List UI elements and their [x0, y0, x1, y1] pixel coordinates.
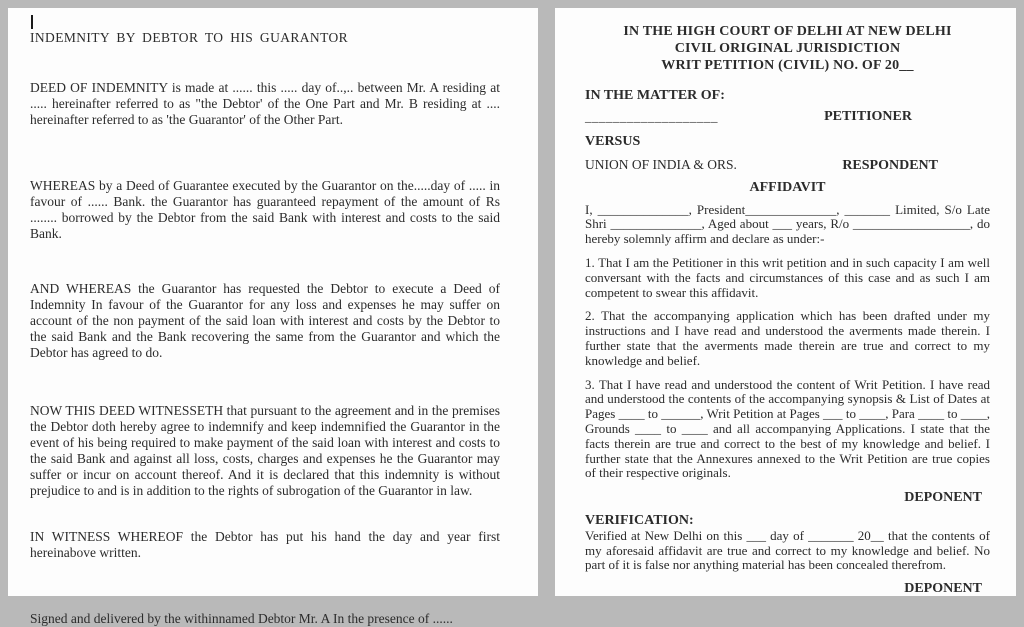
- deed-paragraph-opening: DEED OF INDEMNITY is made at ...... this ..... day of..,.. between Mr. A residing at ..... hereinafter referred to as "the Debtor' of the One Part and Mr. B residing at .... hereinafter referred to as 'the Guarantor' of the Other Part.: [30, 80, 500, 127]
- deed-paragraph-in-witness: IN WITNESS WHEREOF the Debtor has put his hand the day and year first hereinabove written.: [30, 529, 500, 560]
- affidavit-title: AFFIDAVIT: [749, 179, 826, 195]
- deed-paragraph-and-whereas: AND WHEREAS the Guarantor has requested the Debtor to execute a Deed of Indemnity In favour of the Guarantor for any loss and expenses he may suffer on account of the non payment of the said loan with interest and costs by the Debtor to the said Bank and the Bank recovering the same from the Guarantor and which the Debtor has agreed to do.: [30, 281, 500, 360]
- petitioner-name-blank: ___________________: [585, 109, 718, 125]
- deed-paragraph-whereas: WHEREAS by a Deed of Guarantee executed by the Guarantor on the.....day of ..... in favour of ...... Bank. the Guarantor has guaranteed repayment of the amount of Rs ........ borrowed by the Debtor from the said Bank with interest and costs to the said Bank.: [30, 178, 500, 241]
- deponent-label: DEPONENT: [904, 490, 982, 506]
- affidavit-point-1: 1. That I am the Petitioner in this writ petition and in such capacity I am well conversant with the facts and circumstances of this case and as such I am competent to swear this affidavit.: [585, 254, 990, 300]
- respondent-row: [585, 158, 990, 174]
- court-header: [585, 23, 990, 75]
- affidavit-point-2: 2. That the accompanying application which has been drafted under my instructions and I have read and understood the averments made therein. I further state that the averments made therein are true and correct to my knowledge and belief.: [585, 308, 990, 368]
- respondent-name: UNION OF INDIA & ORS.: [585, 157, 737, 172]
- respondent-label: RESPONDENT: [842, 158, 938, 173]
- left-page-title: INDEMNITY BY DEBTOR TO HIS GUARANTOR: [30, 30, 349, 45]
- deponent-label-2: DEPONENT: [904, 581, 982, 597]
- court-header-line-jurisdiction: CIVIL ORIGINAL JURISDICTION: [674, 41, 901, 57]
- verification-text: Verified at New Delhi on this ___ day of _______ 20__ that the contents of my aforesaid affidavit are true and correct to my knowledge and belief. No part of it is false nor anything material has been concealed therefrom.: [585, 527, 990, 573]
- versus-label: VERSUS: [585, 134, 641, 150]
- affidavit-intro: I, ______________, President______________, _______ Limited, S/o Late Shri ______________, Aged about ___ years, R/o __________________, do hereby solemnly affirm and declare as under:-: [585, 201, 990, 247]
- petitioner-row: [585, 110, 990, 125]
- matter-label: IN THE MATTER OF:: [585, 87, 725, 103]
- right-page-affidavit[interactable]: [555, 8, 1016, 596]
- court-header-line-petition-no: WRIT PETITION (CIVIL) NO. OF 20__: [661, 58, 914, 74]
- text-caret: [31, 15, 33, 29]
- court-header-line-court: IN THE HIGH COURT OF DELHI AT NEW DELHI: [623, 24, 952, 39]
- deed-paragraph-witnesseth: NOW THIS DEED WITNESSETH that pursuant to the agreement and in the premises the Debtor doth hereby agree to indemnify and keep indemnified the Guarantor in the event of his being required to make payment of the said loan with interest and costs to the said Bank and against all loss, costs, charges and expenses he the Guarantor may suffer or incur on account thereof. And it is declared that this indemnity is without prejudice to and is in addition to the rights of subrogation of the Guarantor in law.: [30, 403, 500, 498]
- left-page-indemnity-deed[interactable]: [8, 8, 538, 626]
- verification-label: VERIFICATION:: [585, 512, 694, 528]
- petitioner-label: PETITIONER: [824, 109, 912, 125]
- deed-paragraph-signed: Signed and delivered by the withinnamed Debtor Mr. A In the presence of ......: [30, 611, 453, 626]
- affidavit-point-3: 3. That I have read and understood the content of Writ Petition. I have read and understood the contents of the accompanying synopsis & List of Dates at Pages ____ to ______, Writ Petition at Pages ___ to ____, Para ____ to ____, Grounds ____ to ____ and all accompanying Applications. I state that the facts therein are true and correct to the best of my knowledge and belief. I further state that the Annexures annexed to the Writ Petition are true copies of their respective originals.: [585, 376, 990, 481]
